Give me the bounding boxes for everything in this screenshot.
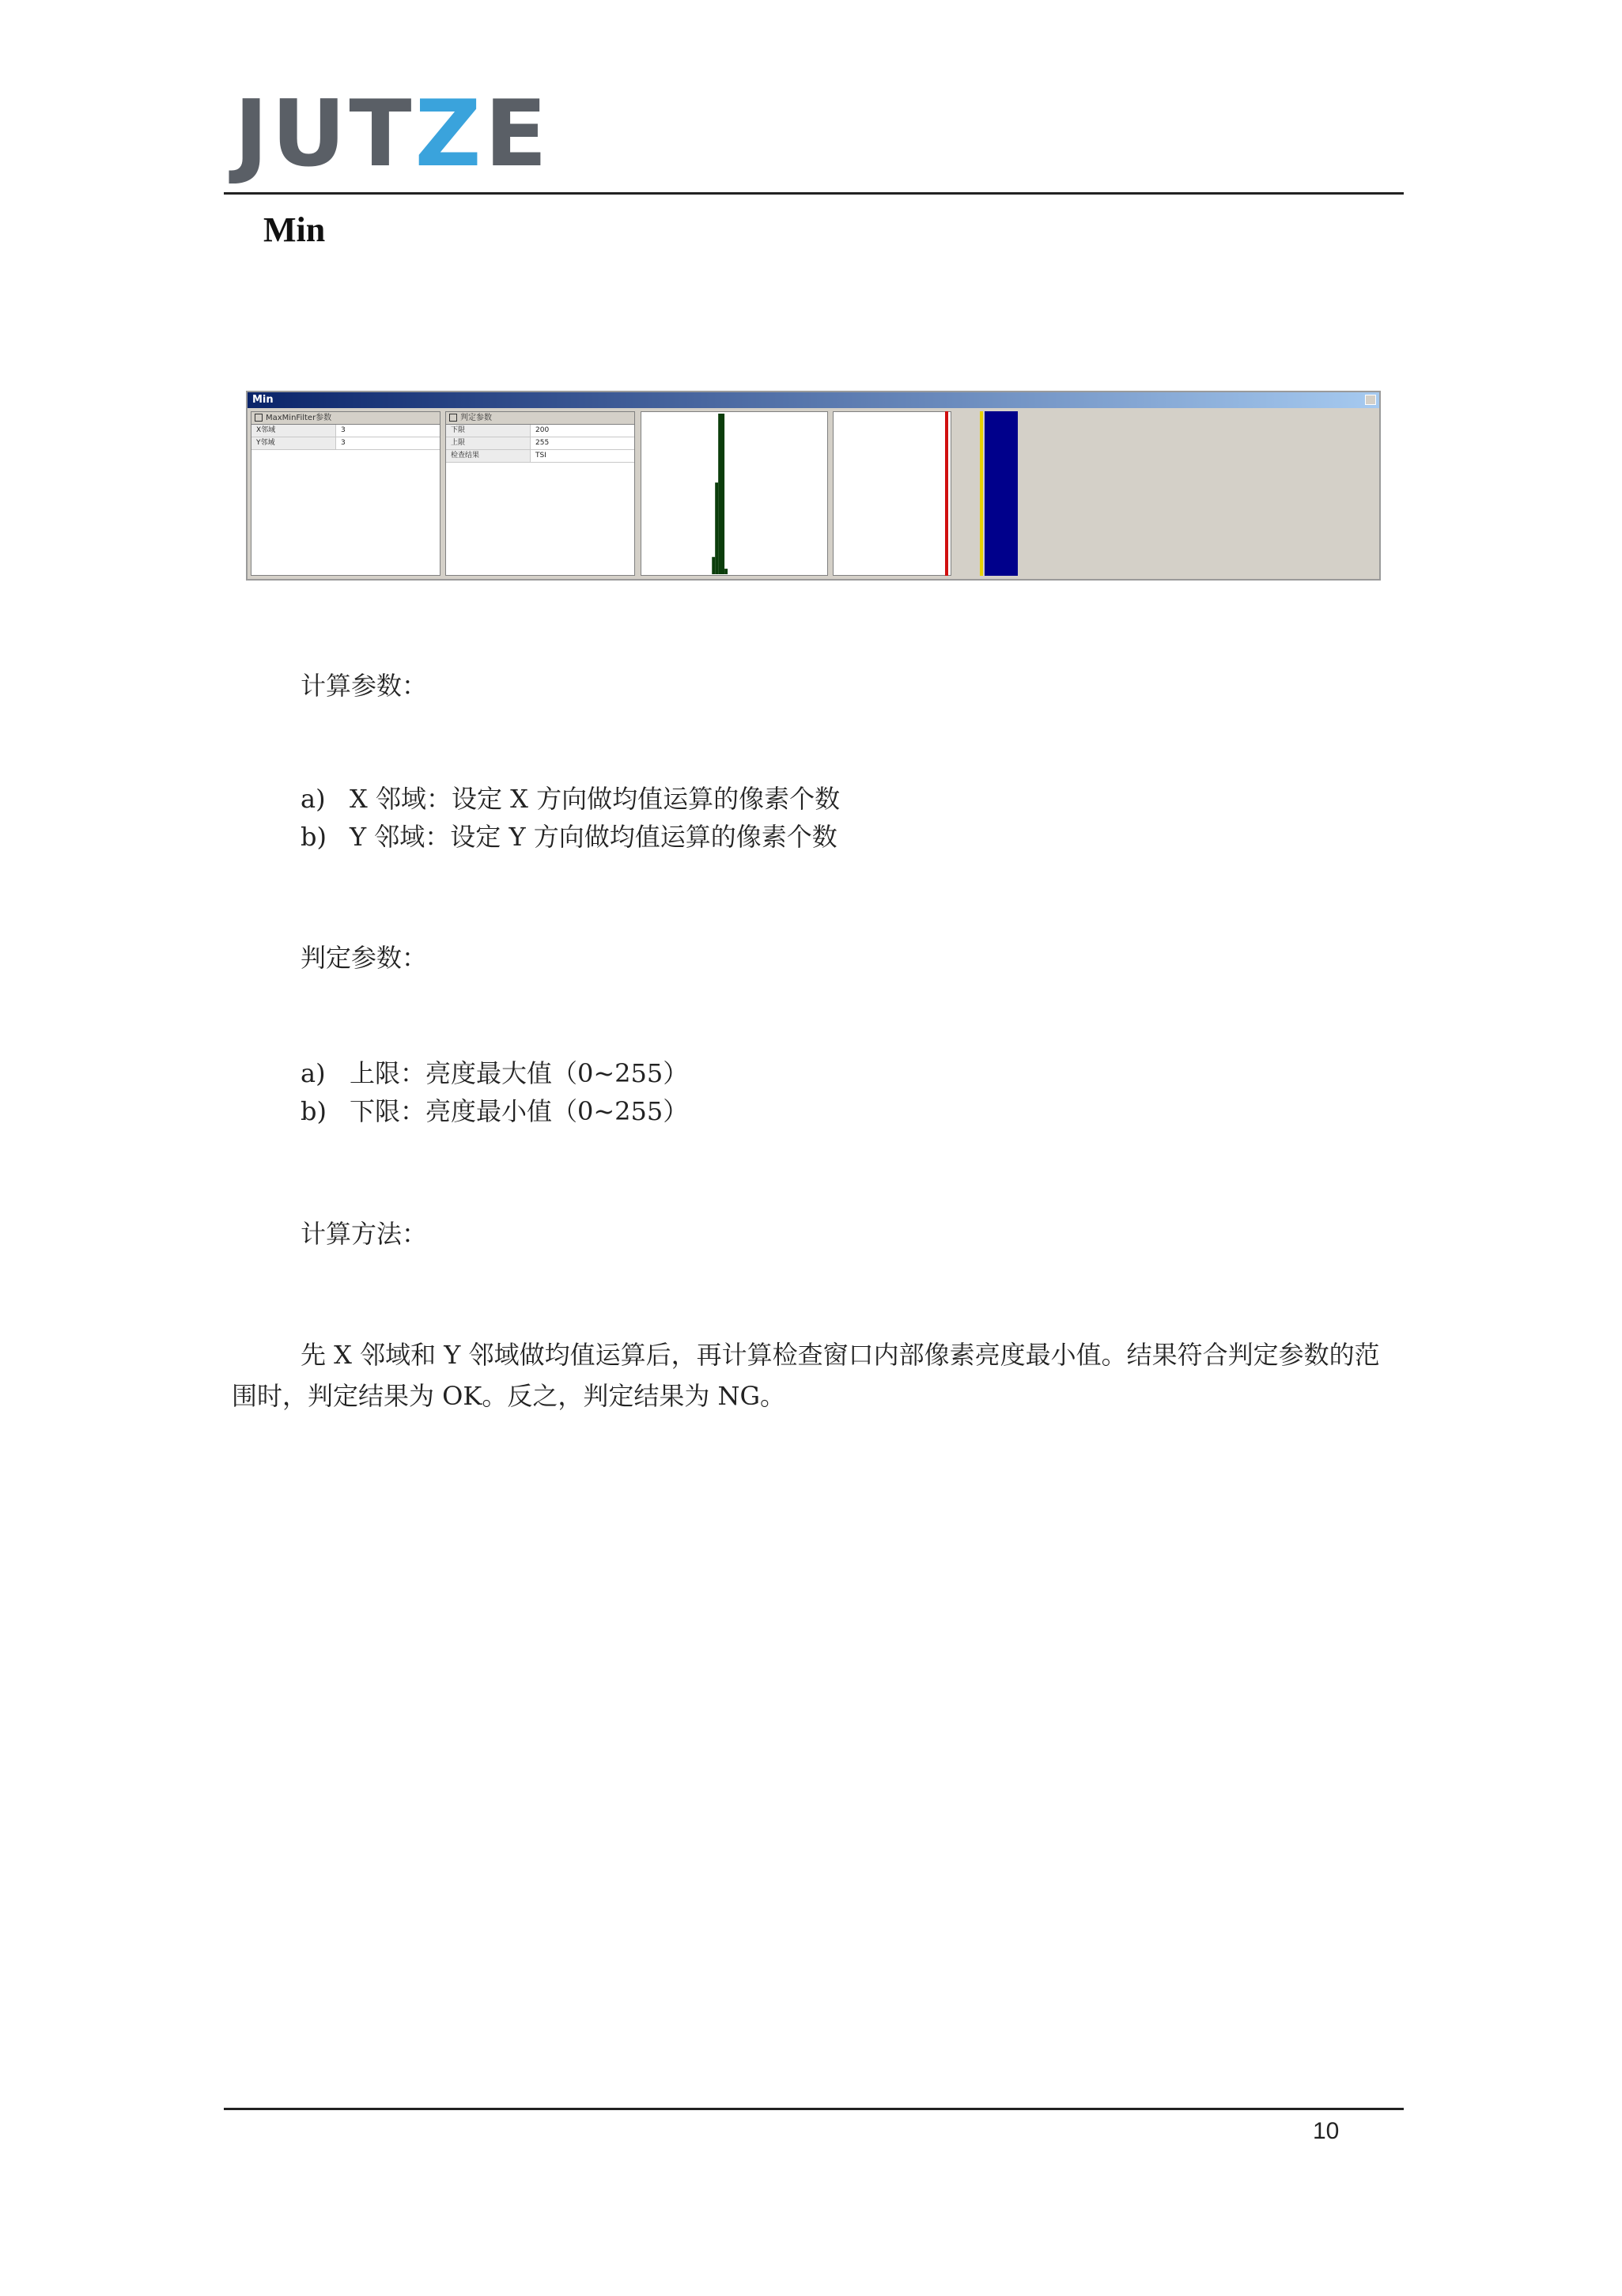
param-value[interactable]: 3 xyxy=(341,439,346,447)
page-number: 10 xyxy=(1313,2118,1340,2144)
empty-canvas-area xyxy=(1020,411,1376,576)
calc-params-heading: 计算参数： xyxy=(301,671,428,701)
param-row-lower[interactable] xyxy=(446,425,634,437)
item-text: X 邻域：设定 X 方向做均值运算的像素个数 xyxy=(350,784,841,814)
judge-params-header: 判定参数 xyxy=(446,412,634,425)
param-row-result[interactable] xyxy=(446,450,634,463)
window-title: Min xyxy=(252,394,274,406)
judge-param-item-b xyxy=(301,1095,688,1127)
histogram-bar xyxy=(718,414,724,574)
param-key: 检查结果 xyxy=(446,450,531,462)
param-row-x[interactable] xyxy=(251,425,440,437)
collapse-icon[interactable] xyxy=(449,414,457,422)
method-heading: 计算方法： xyxy=(301,1219,428,1249)
param-value[interactable]: 255 xyxy=(535,439,550,447)
section-title: Min xyxy=(263,210,326,249)
param-key: X邻域 xyxy=(251,425,336,437)
logo-text: JUTZE xyxy=(234,81,550,187)
company-logo xyxy=(234,81,550,187)
collapse-icon[interactable] xyxy=(255,414,263,422)
histogram-bar xyxy=(715,482,718,574)
filter-params-header: MaxMinFilter参数 xyxy=(251,412,440,425)
item-label: b) xyxy=(301,822,327,852)
header-divider xyxy=(224,192,1404,195)
lower-limit-marker xyxy=(945,411,948,576)
param-row-upper[interactable] xyxy=(446,437,634,450)
result-marker xyxy=(980,411,983,576)
histogram-bar xyxy=(712,557,715,574)
histogram-background xyxy=(641,412,827,575)
item-label: a) xyxy=(301,1058,326,1088)
param-value[interactable]: 3 xyxy=(341,426,346,434)
judge-params-pane xyxy=(445,411,635,576)
range-indicator-pane xyxy=(833,411,951,576)
window-resize-icon[interactable] xyxy=(1365,395,1376,405)
window-titlebar xyxy=(248,392,1379,408)
item-label: a) xyxy=(301,784,326,814)
judge-params-heading: 判定参数： xyxy=(301,943,428,973)
brightness-histogram xyxy=(641,411,828,576)
method-description: 先 X 邻域和 Y 邻域做均值运算后，再计算检查窗口内部像素亮度最小值。结果符合判定参数的范围时，判定结果为 OK。反之，判定结果为 NG。 xyxy=(232,1340,1380,1411)
param-value[interactable]: TSI xyxy=(535,452,546,460)
calc-param-item-a xyxy=(301,783,840,815)
param-key: 上限 xyxy=(446,437,531,449)
item-text: Y 邻域：设定 Y 方向做均值运算的像素个数 xyxy=(350,822,837,852)
param-key: 下限 xyxy=(446,425,531,437)
calc-param-item-b xyxy=(301,821,837,853)
item-text: 上限：亮度最大值（0~255） xyxy=(350,1058,689,1088)
parameter-window-screenshot xyxy=(246,391,1381,581)
histogram-bar xyxy=(724,569,728,574)
filter-params-pane xyxy=(251,411,440,576)
footer-divider xyxy=(224,2108,1404,2110)
item-text: 下限：亮度最小值（0~255） xyxy=(350,1096,689,1126)
upper-range-marker xyxy=(985,411,1018,576)
param-key: Y邻域 xyxy=(251,437,336,449)
judge-param-item-a xyxy=(301,1057,688,1089)
item-label: b) xyxy=(301,1096,327,1126)
param-value[interactable]: 200 xyxy=(535,426,550,434)
param-row-y[interactable] xyxy=(251,437,440,450)
